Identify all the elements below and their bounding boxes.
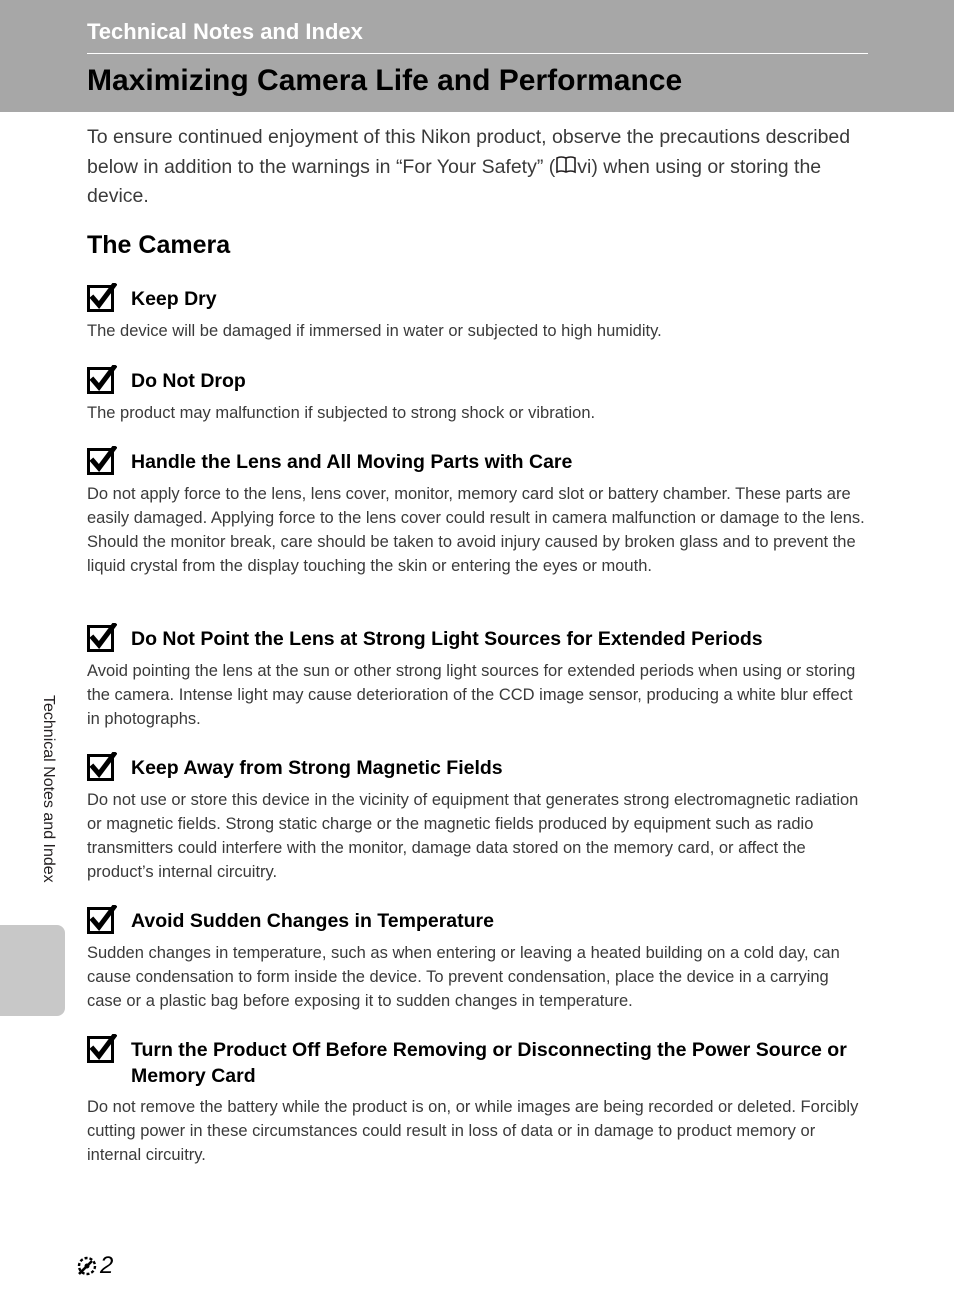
page-title: Maximizing Camera Life and Performance xyxy=(87,64,683,97)
notice-title: Do Not Drop xyxy=(131,370,246,392)
checkmark-icon xyxy=(87,752,117,782)
page-header xyxy=(0,0,954,112)
checkmark-icon xyxy=(87,1034,117,1064)
notice-body: The product may malfunction if subjected to strong shock or vibration. xyxy=(87,404,596,422)
page-number: 2 xyxy=(100,1252,114,1279)
page-footer xyxy=(74,1250,113,1282)
header-divider xyxy=(87,53,868,54)
notice-temperature xyxy=(87,905,867,1013)
checkmark-icon xyxy=(87,905,117,935)
intro-reference-page[interactable]: vi xyxy=(577,155,592,178)
checkmark-icon xyxy=(87,365,117,395)
notice-handle-lens xyxy=(87,446,867,578)
checkmark-icon xyxy=(87,623,117,653)
checkmark-icon xyxy=(87,283,117,313)
notice-title: Do Not Point the Lens at Strong Light Sources for Extended Periods xyxy=(131,628,763,650)
notice-power-off xyxy=(87,1034,867,1167)
notice-title: Turn the Product Off Before Removing or Disconnecting the Power Source or Memory Card xyxy=(131,1039,847,1087)
notice-body: Sudden changes in temperature, such as when entering or leaving a heated building on a cold day, can cause condensation to form inside the device. To prevent condensation, place the device in a carrying case or a plastic bag before exposing it to sudden changes in temperature. xyxy=(87,944,840,1010)
technical-notes-icon xyxy=(74,1252,100,1280)
side-tab[interactable] xyxy=(0,925,65,1016)
intro-text-before: To ensure continued enjoyment of this Nikon product, observe the precautions described below in addition to the warnings in “For Your Safety” ( xyxy=(87,126,851,178)
notice-strong-light xyxy=(87,623,867,731)
notice-title: Keep Away from Strong Magnetic Fields xyxy=(131,757,503,779)
notice-title: Avoid Sudden Changes in Temperature xyxy=(131,910,494,932)
side-tab-label: Technical Notes and Index xyxy=(40,695,57,883)
notice-body: Do not remove the battery while the product is on, or while images are being recorded or deleted. Forcibly cutting power in these circumstances could result in loss of data or in damage to product memory or internal circuitry. xyxy=(87,1098,859,1164)
notice-do-not-drop xyxy=(87,365,867,425)
intro-text-after: ) when using or storing the device. xyxy=(87,155,822,207)
notice-body: Do not apply force to the lens, lens cover, monitor, memory card slot or battery chamber. These parts are easily damaged. Applying force to the lens cover could result in camera malfunction or damage to the lens. Should the monitor break, care should be taken to avoid injury caused by broken glass and to prevent the liquid crystal from the display touching the skin or entering the eyes or mouth. xyxy=(87,485,865,575)
book-reference-icon xyxy=(555,155,577,177)
notice-title: Handle the Lens and All Moving Parts with Care xyxy=(131,451,573,473)
subsection-title: The Camera xyxy=(87,231,231,259)
notice-magnetic-fields xyxy=(87,752,867,884)
notice-body: The device will be damaged if immersed in water or subjected to high humidity. xyxy=(87,322,662,340)
notice-keep-dry xyxy=(87,283,867,343)
checkmark-icon xyxy=(87,446,117,476)
notice-title: Keep Dry xyxy=(131,288,217,310)
notice-body: Do not use or store this device in the vicinity of equipment that generates strong electromagnetic radiation or magnetic fields. Strong static charge or the magnetic fields produced by equipment such as radio transmitters could interfere with the monitor, damage data stored on the memory card, or affect the product’s internal circuitry. xyxy=(87,791,859,881)
notice-body: Avoid pointing the lens at the sun or other strong light sources for extended periods when using or storing the camera. Intense light may cause deterioration of the CCD image sensor, producing a white blur effect in photographs. xyxy=(87,662,856,728)
intro-paragraph xyxy=(87,123,857,212)
section-title: Technical Notes and Index xyxy=(87,19,363,44)
